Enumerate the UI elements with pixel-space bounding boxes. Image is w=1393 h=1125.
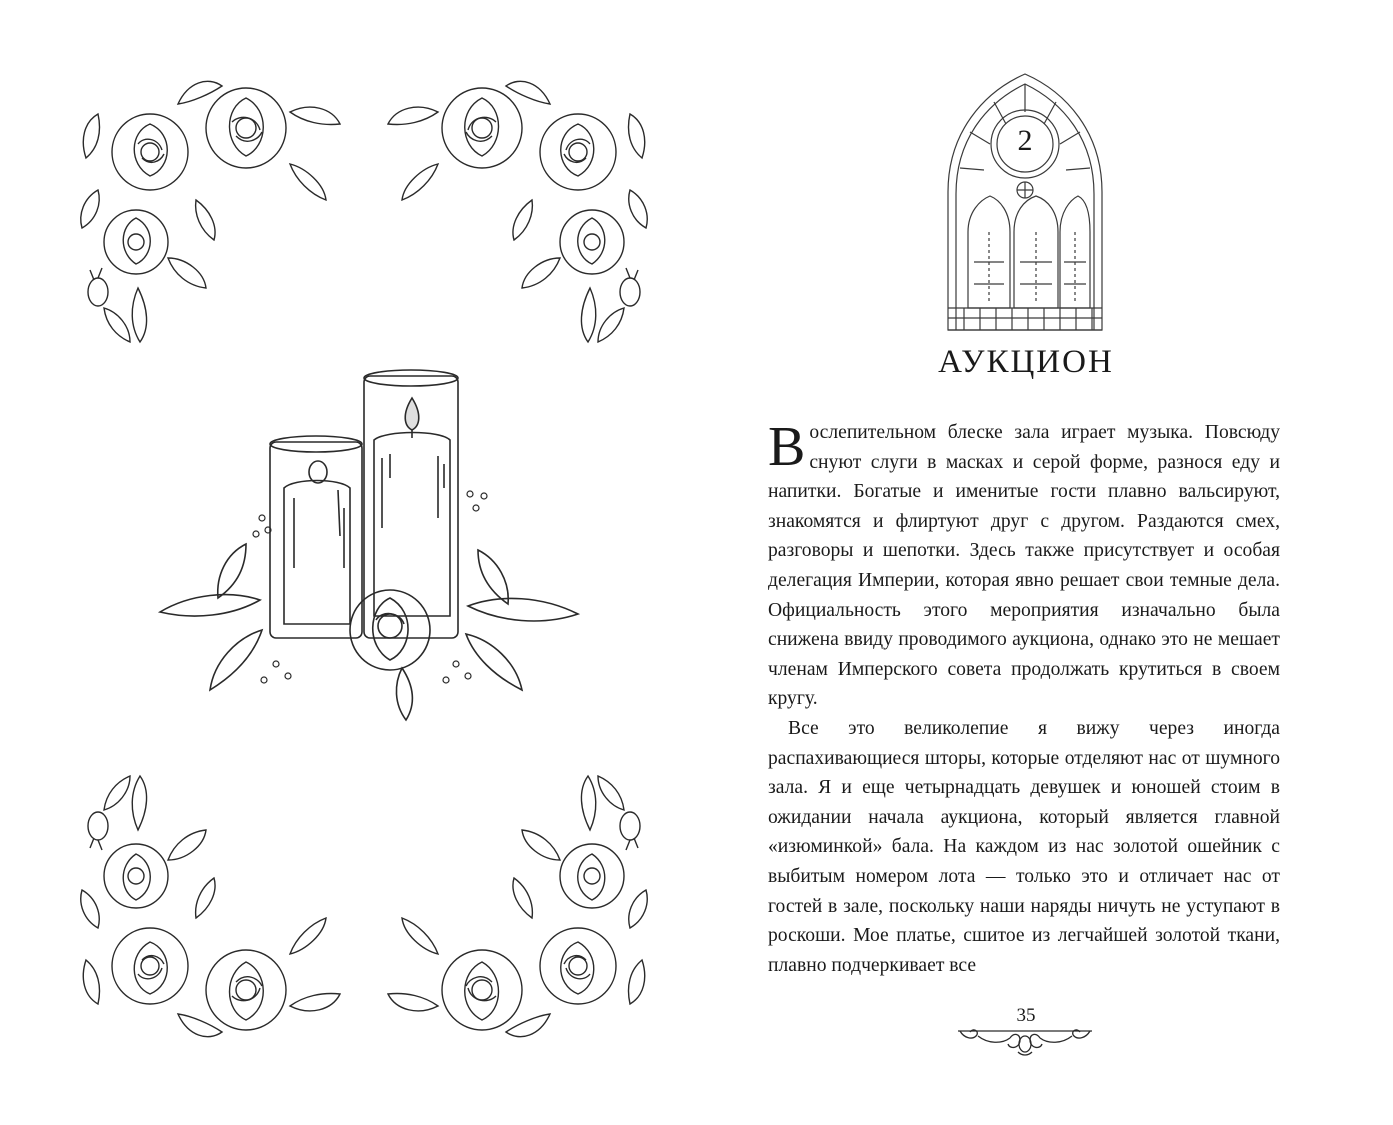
candles-with-rose-icon bbox=[150, 368, 582, 724]
page-number: 35 bbox=[1016, 1005, 1036, 1026]
paragraph: Все это великолепие я вижу через иногда распахивающиеся шторы, которые отделяют нас от шумного зала. Я и еще четырнадцать девушек и юношей стоим в ожидании начала аукциона, который является главной «изюминкой» бала. На каждом из нас золотой ошейник с выбитым номером лота — только это и отличает нас от гостей в зале, поскольку наши наряды ничуть не уступают в роскоши. Мое платье, сшитое из легчайшей золотой ткани, плавно подчеркивает все bbox=[768, 717, 1280, 976]
chapter-title: АУКЦИОН bbox=[938, 344, 1114, 380]
paragraph bbox=[768, 418, 1280, 714]
rose-corner-bottom-left-icon bbox=[78, 770, 348, 1046]
rose-corner-top-right-icon bbox=[380, 72, 650, 348]
left-page bbox=[0, 0, 696, 1125]
drop-cap: В bbox=[768, 416, 806, 478]
body-text bbox=[768, 418, 1280, 980]
rose-corner-top-left-icon bbox=[78, 72, 348, 348]
paragraph-text: ослепительном блеске зала играет музыка. Повсюду снуют слуги в масках и серой форме, разнося еду и напитки. Богатые и именитые гости плавно вальсируют, знакомятся и флиртуют друг с другом. Раздаются смех, разговоры и шепотки. Здесь также присутствует и особая делегация Империи, которая явно решает свои темные дела. Официальность этого мероприятия изначально была снижена ввиду проводимого аукциона, однако это не мешает членам Имперского совета продолжать крутиться в своем кругу. bbox=[768, 422, 1280, 710]
right-page bbox=[696, 0, 1393, 1125]
scroll-flourish-icon bbox=[958, 1028, 1092, 1058]
chapter-number: 2 bbox=[1017, 124, 1033, 157]
rose-corner-bottom-right-icon bbox=[380, 770, 650, 1046]
gothic-window-icon bbox=[944, 72, 1106, 334]
